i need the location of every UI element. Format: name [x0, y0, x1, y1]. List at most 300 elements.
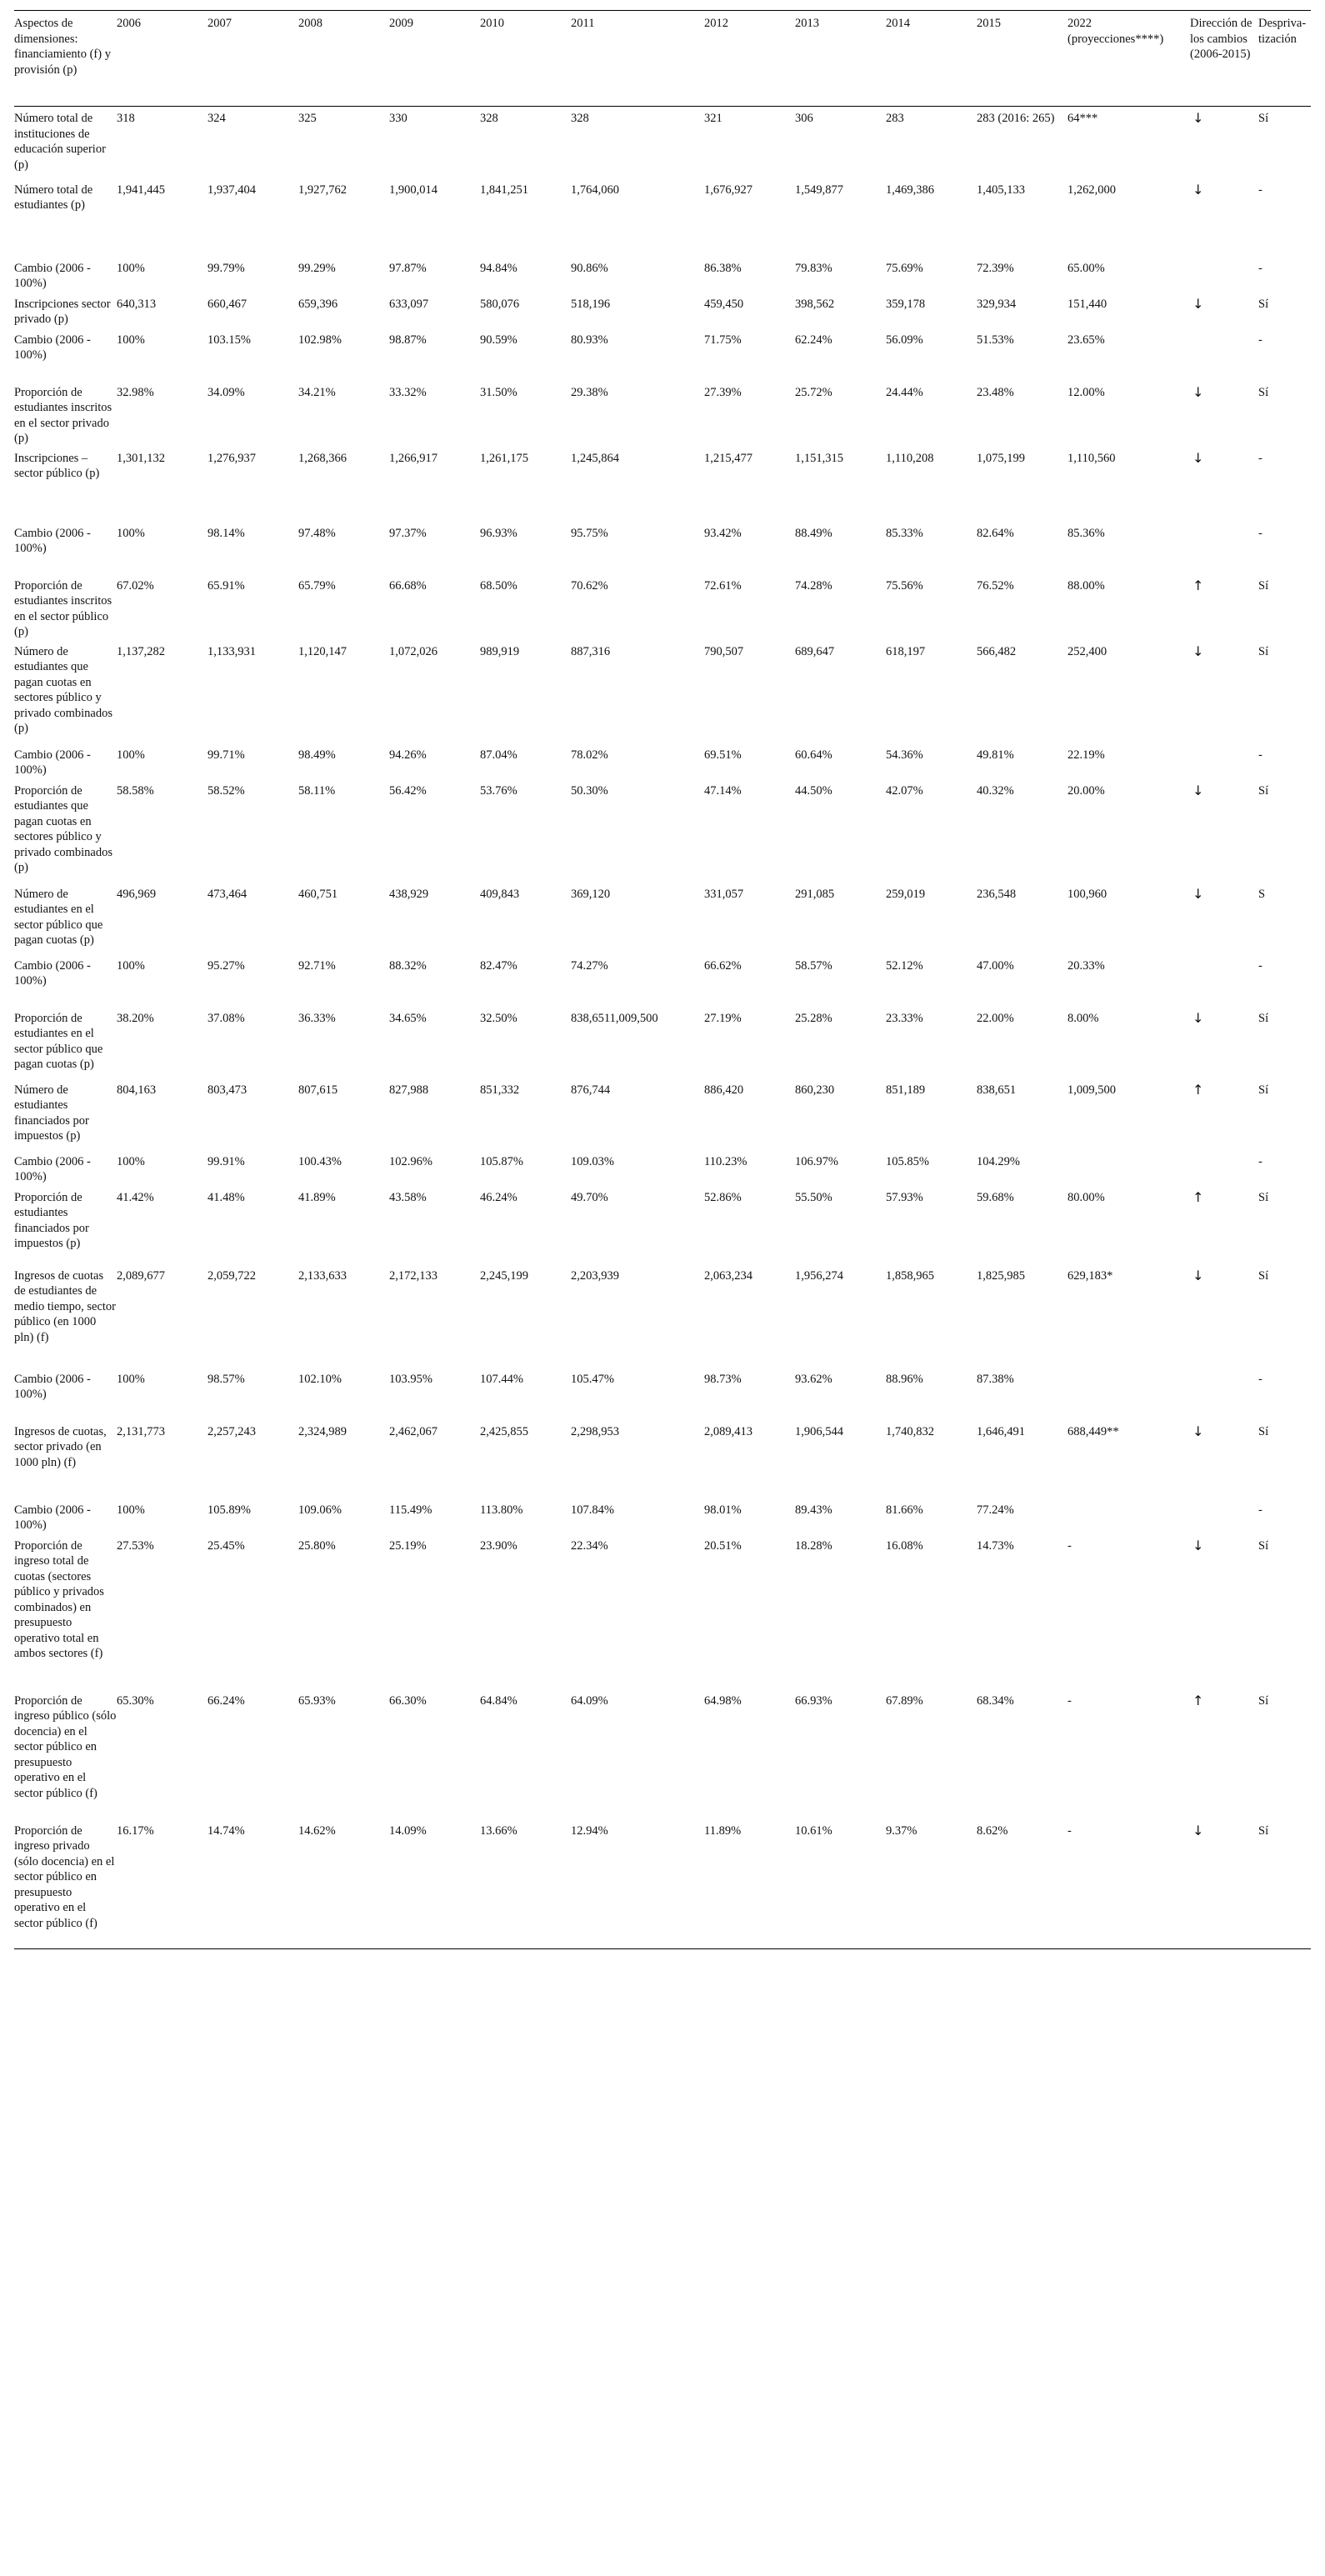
table-row	[14, 1186, 1311, 1264]
cell-2011: 95.75%	[571, 526, 608, 540]
cell-2014: 67.89%	[886, 1693, 923, 1708]
cell-2008: 58.11%	[298, 783, 336, 798]
cell-2009: 66.68%	[389, 578, 427, 593]
cell-2011: 109.03%	[571, 1154, 614, 1168]
cell-2006: 58.58%	[117, 783, 154, 798]
header-2015: 2015	[977, 17, 1001, 30]
cell-2015: 72.39%	[977, 261, 1014, 275]
cell-2010: 96.93%	[480, 526, 518, 540]
cell-2007: 99.91%	[208, 1154, 245, 1168]
header-desprivatizacion: Despriva-tización	[1258, 17, 1307, 46]
cell-2015: 104.29%	[977, 1154, 1020, 1168]
cell-2015: 68.34%	[977, 1693, 1014, 1708]
cell-2013: 44.50%	[795, 783, 832, 798]
cell-2012: 66.62%	[704, 958, 742, 973]
cell-desprivatizacion: Sí	[1258, 385, 1269, 399]
cell-2011: 78.02%	[571, 748, 608, 762]
cell-desprivatizacion: Sí	[1258, 1424, 1269, 1438]
cell-2010: 46.24%	[480, 1190, 518, 1204]
row-label: Proporción de ingreso total de cuotas (sectores público y privados combinados) en presupuesto operativo total en ambos sectores (f)	[14, 1538, 104, 1660]
cell-2013: 55.50%	[795, 1190, 832, 1204]
cell-2006: 1,941,445	[117, 183, 165, 197]
cell-2006: 65.30%	[117, 1693, 154, 1708]
cell-2010: 580,076	[480, 297, 520, 311]
row-label: Número de estudiantes en el sector público que pagan cuotas (p)	[14, 887, 103, 947]
cell-desprivatizacion: Sí	[1258, 112, 1269, 125]
cell-2007: 660,467	[208, 297, 248, 311]
cell-2006: 27.53%	[117, 1538, 154, 1553]
table-row	[14, 1819, 1311, 1949]
cell-2009: 330	[389, 112, 408, 125]
cell-2010: 31.50%	[480, 385, 518, 399]
cell-2015: 566,482	[977, 644, 1017, 658]
direction-arrow: ↓	[1192, 383, 1204, 400]
cell-2011: 328	[571, 112, 589, 125]
cell-2022: 23.65%	[1068, 333, 1105, 347]
cell-2013: 306	[795, 112, 813, 125]
table-row	[14, 1368, 1311, 1420]
cell-2011: 2,203,939	[571, 1268, 619, 1283]
cell-2022: 1,009,500	[1068, 1083, 1116, 1097]
cell-2008: 325	[298, 112, 317, 125]
cell-2014: 85.33%	[886, 526, 923, 540]
cell-2015: 236,548	[977, 887, 1017, 901]
cell-2011: 70.62%	[571, 578, 608, 593]
cell-2014: 42.07%	[886, 783, 923, 798]
cell-2012: 93.42%	[704, 526, 742, 540]
cell-2006: 38.20%	[117, 1011, 154, 1025]
row-label: Proporción de estudiantes que pagan cuotas en sectores público y privado combinados (p)	[14, 783, 112, 874]
cell-2008: 1,927,762	[298, 183, 347, 197]
cell-2006: 100%	[117, 1154, 145, 1168]
cell-2022: -	[1068, 1823, 1072, 1838]
cell-2011: 64.09%	[571, 1693, 608, 1708]
cell-2009: 98.87%	[389, 333, 427, 347]
table-row	[14, 381, 1311, 447]
cell-2008: 100.43%	[298, 1154, 342, 1168]
cell-2013: 74.28%	[795, 578, 832, 593]
cell-2007: 58.52%	[208, 783, 245, 798]
cell-2009: 827,988	[389, 1083, 429, 1097]
row-label: Inscripciones sector privado (p)	[14, 297, 111, 326]
direction-arrow: ↓	[1192, 110, 1204, 126]
cell-2013: 25.28%	[795, 1011, 832, 1025]
cell-2012: 2,063,234	[704, 1268, 752, 1283]
direction-arrow	[1190, 522, 1258, 574]
cell-2007: 1,276,937	[208, 451, 256, 465]
row-label: Ingresos de cuotas de estudiantes de medio tiempo, sector público (en 1000 pln) (f)	[14, 1268, 117, 1344]
cell-2009: 97.87%	[389, 261, 427, 275]
header-2013: 2013	[795, 17, 819, 30]
cell-2015: 1,646,491	[977, 1424, 1025, 1438]
cell-2007: 105.89%	[208, 1503, 251, 1517]
cell-2011: 876,744	[571, 1083, 611, 1097]
cell-2014: 24.44%	[886, 385, 923, 399]
cell-2007: 1,937,404	[208, 183, 256, 197]
cell-2013: 1,549,877	[795, 183, 843, 197]
table-row	[14, 1078, 1311, 1150]
cell-2008: 65.79%	[298, 578, 336, 593]
cell-2022: -	[1068, 1693, 1072, 1708]
cell-2022: 8.00%	[1068, 1011, 1099, 1025]
cell-2022: 1,262,000	[1068, 183, 1116, 197]
cell-2013: 689,647	[795, 644, 835, 658]
cell-2006: 32.98%	[117, 385, 154, 399]
cell-2014: 9.37%	[886, 1823, 918, 1838]
cell-2007: 66.24%	[208, 1693, 245, 1708]
cell-2008: 25.80%	[298, 1538, 336, 1553]
cell-2007: 41.48%	[208, 1190, 245, 1204]
cell-desprivatizacion: -	[1258, 526, 1262, 540]
cell-2007: 2,257,243	[208, 1424, 256, 1438]
cell-2007: 103.15%	[208, 333, 251, 347]
cell-2011: 12.94%	[571, 1823, 608, 1838]
cell-2010: 1,841,251	[480, 183, 528, 197]
cell-2013: 62.24%	[795, 333, 832, 347]
cell-2008: 1,120,147	[298, 644, 347, 658]
cell-2014: 618,197	[886, 644, 926, 658]
cell-2022	[1068, 1498, 1190, 1534]
direction-arrow: ↓	[1192, 1537, 1204, 1553]
cell-2022: 688,449**	[1068, 1424, 1119, 1438]
cell-2010: 2,425,855	[480, 1424, 528, 1438]
cell-2008: 98.49%	[298, 748, 336, 762]
cell-2011: 1,764,060	[571, 183, 619, 197]
direction-arrow: ↓	[1192, 449, 1204, 466]
cell-2008: 659,396	[298, 297, 338, 311]
cell-2022: 252,400	[1068, 644, 1108, 658]
cell-2007: 95.27%	[208, 958, 245, 973]
cell-2012: 886,420	[704, 1083, 744, 1097]
cell-2013: 291,085	[795, 887, 835, 901]
cell-2008: 14.62%	[298, 1823, 336, 1838]
cell-2006: 100%	[117, 261, 145, 275]
cell-2007: 34.09%	[208, 385, 245, 399]
direction-arrow: ↓	[1192, 782, 1204, 798]
cell-2022: 12.00%	[1068, 385, 1105, 399]
cell-desprivatizacion: Sí	[1258, 1823, 1269, 1838]
cell-2015: 1,825,985	[977, 1268, 1025, 1283]
cell-desprivatizacion: -	[1258, 748, 1262, 762]
cell-2014: 16.08%	[886, 1538, 923, 1553]
cell-2009: 2,462,067	[389, 1424, 438, 1438]
cell-desprivatizacion: Sí	[1258, 1011, 1269, 1025]
cell-2008: 102.98%	[298, 333, 342, 347]
cell-2013: 79.83%	[795, 261, 832, 275]
cell-2012: 331,057	[704, 887, 744, 901]
cell-2009: 115.49%	[389, 1503, 432, 1517]
cell-2022: 1,110,560	[1068, 451, 1116, 465]
cell-desprivatizacion: -	[1258, 451, 1262, 465]
cell-2009: 94.26%	[389, 748, 427, 762]
cell-2009: 25.19%	[389, 1538, 427, 1553]
cell-2014: 81.66%	[886, 1503, 923, 1517]
cell-desprivatizacion: -	[1258, 183, 1262, 197]
cell-2012: 98.01%	[704, 1503, 742, 1517]
cell-2011: 887,316	[571, 644, 611, 658]
cell-2014: 1,858,965	[886, 1268, 934, 1283]
table-row	[14, 1264, 1311, 1368]
table-header	[14, 11, 1311, 107]
cell-2006: 41.42%	[117, 1190, 154, 1204]
cell-desprivatizacion: -	[1258, 261, 1262, 275]
cell-2022: 151,440	[1068, 297, 1108, 311]
cell-2013: 1,906,544	[795, 1424, 843, 1438]
table-row	[14, 107, 1311, 178]
cell-2013: 66.93%	[795, 1693, 832, 1708]
cell-2010: 107.44%	[480, 1372, 523, 1386]
cell-2015: 76.52%	[977, 578, 1014, 593]
cell-2012: 11.89%	[704, 1823, 742, 1838]
cell-2007: 98.14%	[208, 526, 245, 540]
header-2011: 2011	[571, 17, 595, 30]
cell-2006: 1,301,132	[117, 451, 165, 465]
cell-2012: 790,507	[704, 644, 744, 658]
cell-2008: 36.33%	[298, 1011, 336, 1025]
table-row	[14, 257, 1311, 293]
direction-arrow: ↓	[1192, 181, 1204, 198]
cell-2009: 2,172,133	[389, 1268, 438, 1283]
cell-2014: 359,178	[886, 297, 926, 311]
cell-2009: 1,900,014	[389, 183, 438, 197]
cell-desprivatizacion: -	[1258, 1154, 1262, 1168]
cell-2010: 87.04%	[480, 748, 518, 762]
row-label: Cambio (2006 - 100%)	[14, 1503, 91, 1532]
cell-2014: 105.85%	[886, 1154, 929, 1168]
table-row	[14, 1007, 1311, 1078]
direction-arrow: ↓	[1192, 1423, 1204, 1439]
table-body	[14, 107, 1311, 1949]
header-dimension: Aspectos de dimensiones: financiamiento (f) y provisión (p)	[14, 17, 111, 77]
direction-arrow: ↓	[1192, 295, 1204, 312]
table-row	[14, 574, 1311, 640]
cell-2008: 102.10%	[298, 1372, 342, 1386]
cell-2011: 369,120	[571, 887, 611, 901]
cell-2012: 1,676,927	[704, 183, 752, 197]
direction-arrow: ↑	[1192, 577, 1204, 593]
direction-arrow: ↓	[1192, 643, 1204, 659]
row-label: Número total de instituciones de educación superior (p)	[14, 112, 106, 172]
cell-2011: 1,245,864	[571, 451, 619, 465]
cell-2014: 88.96%	[886, 1372, 923, 1386]
table-row	[14, 779, 1311, 883]
table-row	[14, 883, 1311, 954]
cell-2014: 851,189	[886, 1083, 926, 1097]
direction-arrow: ↑	[1192, 1081, 1204, 1098]
cell-desprivatizacion: -	[1258, 958, 1262, 973]
cell-2006: 67.02%	[117, 578, 154, 593]
cell-2013: 106.97%	[795, 1154, 838, 1168]
cell-2015: 14.73%	[977, 1538, 1014, 1553]
cell-2010: 90.59%	[480, 333, 518, 347]
cell-desprivatizacion: Sí	[1258, 1268, 1269, 1283]
cell-2011: 29.38%	[571, 385, 608, 399]
cell-2013: 25.72%	[795, 385, 832, 399]
cell-2006: 100%	[117, 958, 145, 973]
header-direction: Dirección de los cambios (2006-2015)	[1190, 17, 1252, 61]
cell-2010: 328	[480, 112, 498, 125]
cell-2009: 14.09%	[389, 1823, 427, 1838]
cell-2015: 1,405,133	[977, 183, 1025, 197]
cell-2010: 13.66%	[480, 1823, 518, 1838]
direction-arrow	[1190, 954, 1258, 1007]
cell-2013: 89.43%	[795, 1503, 832, 1517]
cell-2006: 100%	[117, 1503, 145, 1517]
row-label: Número de estudiantes financiados por impuestos (p)	[14, 1083, 89, 1143]
cell-2010: 851,332	[480, 1083, 520, 1097]
cell-2010: 105.87%	[480, 1154, 523, 1168]
cell-2015: 47.00%	[977, 958, 1014, 973]
row-label: Cambio (2006 - 100%)	[14, 526, 91, 555]
header-2009: 2009	[389, 17, 413, 30]
cell-2006: 100%	[117, 333, 145, 347]
direction-arrow	[1190, 257, 1258, 293]
cell-desprivatizacion: Sí	[1258, 578, 1269, 593]
cell-2009: 43.58%	[389, 1190, 427, 1204]
cell-2006: 1,137,282	[117, 644, 165, 658]
table-row	[14, 640, 1311, 743]
header-2008: 2008	[298, 17, 322, 30]
cell-2014: 1,469,386	[886, 183, 934, 197]
cell-2007: 14.74%	[208, 1823, 245, 1838]
cell-2007: 37.08%	[208, 1011, 245, 1025]
cell-2012: 110.23%	[704, 1154, 748, 1168]
cell-2007: 473,464	[208, 887, 248, 901]
cell-2022: 20.00%	[1068, 783, 1105, 798]
cell-2007: 324	[208, 112, 226, 125]
cell-2013: 93.62%	[795, 1372, 832, 1386]
cell-2009: 66.30%	[389, 1693, 427, 1708]
cell-2014: 75.56%	[886, 578, 923, 593]
cell-2014: 57.93%	[886, 1190, 923, 1204]
cell-2022: 629,183*	[1068, 1268, 1113, 1283]
cell-desprivatizacion: Sí	[1258, 297, 1269, 311]
cell-2014: 54.36%	[886, 748, 923, 762]
cell-2015: 23.48%	[977, 385, 1014, 399]
cell-2007: 98.57%	[208, 1372, 245, 1386]
direction-arrow	[1190, 1368, 1258, 1420]
cell-2010: 1,261,175	[480, 451, 528, 465]
cell-2013: 18.28%	[795, 1538, 832, 1553]
cell-2013: 88.49%	[795, 526, 832, 540]
cell-desprivatizacion: Sí	[1258, 783, 1269, 798]
cell-2015: 838,651	[977, 1083, 1017, 1097]
cell-2007: 1,133,931	[208, 644, 256, 658]
cell-2010: 68.50%	[480, 578, 518, 593]
cell-desprivatizacion: -	[1258, 1372, 1262, 1386]
cell-2006: 2,089,677	[117, 1268, 165, 1283]
row-label: Cambio (2006 - 100%)	[14, 958, 91, 988]
cell-2009: 103.95%	[389, 1372, 432, 1386]
table-row	[14, 1498, 1311, 1534]
cell-2022	[1068, 1150, 1190, 1186]
direction-arrow: ↑	[1192, 1692, 1204, 1708]
table-row	[14, 178, 1311, 257]
row-label: Ingresos de cuotas, sector privado (en 1000 pln) (f)	[14, 1424, 107, 1469]
cell-2013: 398,562	[795, 297, 835, 311]
cell-desprivatizacion: -	[1258, 1503, 1262, 1517]
cell-2022: 20.33%	[1068, 958, 1105, 973]
direction-arrow	[1190, 328, 1258, 381]
cell-2011: 105.47%	[571, 1372, 614, 1386]
cell-2009: 1,072,026	[389, 644, 438, 658]
table-row	[14, 954, 1311, 1007]
row-label: Cambio (2006 - 100%)	[14, 333, 91, 362]
cell-2022: 85.36%	[1068, 526, 1105, 540]
header-2014: 2014	[886, 17, 910, 30]
cell-2009: 438,929	[389, 887, 429, 901]
cell-2006: 640,313	[117, 297, 157, 311]
cell-2010: 94.84%	[480, 261, 518, 275]
cell-2022: 22.19%	[1068, 748, 1105, 762]
cell-2011: 74.27%	[571, 958, 608, 973]
cell-2013: 860,230	[795, 1083, 835, 1097]
cell-2011: 90.86%	[571, 261, 608, 275]
cell-2011: 80.93%	[571, 333, 608, 347]
data-table	[14, 10, 1311, 1949]
row-label: Proporción de estudiantes en el sector público que pagan cuotas (p)	[14, 1011, 103, 1071]
cell-2009: 88.32%	[389, 958, 427, 973]
header-2007: 2007	[208, 17, 232, 30]
cell-2022: 88.00%	[1068, 578, 1105, 593]
cell-2007: 25.45%	[208, 1538, 245, 1553]
cell-2010: 2,245,199	[480, 1268, 528, 1283]
cell-desprivatizacion: Sí	[1258, 1083, 1269, 1097]
cell-2010: 23.90%	[480, 1538, 518, 1553]
cell-2012: 20.51%	[704, 1538, 742, 1553]
table-row	[14, 522, 1311, 574]
cell-desprivatizacion: Sí	[1258, 644, 1269, 658]
cell-2014: 52.12%	[886, 958, 923, 973]
cell-2011: 49.70%	[571, 1190, 608, 1204]
row-label: Proporción de estudiantes inscritos en el sector privado (p)	[14, 385, 112, 445]
cell-2013: 1,956,274	[795, 1268, 843, 1283]
table-row	[14, 328, 1311, 381]
cell-2010: 32.50%	[480, 1011, 518, 1025]
cell-2012: 2,089,413	[704, 1424, 752, 1438]
cell-2008: 807,615	[298, 1083, 338, 1097]
direction-arrow: ↓	[1192, 1267, 1204, 1283]
cell-2008: 1,268,366	[298, 451, 347, 465]
cell-2015: 283 (2016: 265)	[977, 112, 1055, 125]
cell-2009: 633,097	[389, 297, 429, 311]
cell-2022: 80.00%	[1068, 1190, 1105, 1204]
cell-2014: 75.69%	[886, 261, 923, 275]
cell-2015: 40.32%	[977, 783, 1014, 798]
row-label: Proporción de ingreso público (sólo docencia) en el sector público en presupuesto operativo en el sector público (f)	[14, 1693, 117, 1800]
cell-2010: 113.80%	[480, 1503, 523, 1517]
cell-2008: 460,751	[298, 887, 338, 901]
cell-2015: 22.00%	[977, 1011, 1014, 1025]
row-label: Cambio (2006 - 100%)	[14, 1372, 91, 1401]
cell-2012: 52.86%	[704, 1190, 742, 1204]
header-2010: 2010	[480, 17, 504, 30]
cell-2006: 100%	[117, 526, 145, 540]
cell-2011: 838,6511,009,500	[571, 1011, 658, 1025]
cell-2010: 409,843	[480, 887, 520, 901]
cell-2011: 107.84%	[571, 1503, 614, 1517]
cell-desprivatizacion: Sí	[1258, 1190, 1269, 1204]
cell-2009: 34.65%	[389, 1011, 427, 1025]
cell-2008: 109.06%	[298, 1503, 342, 1517]
cell-2010: 989,919	[480, 644, 520, 658]
cell-2015: 1,075,199	[977, 451, 1025, 465]
cell-2009: 56.42%	[389, 783, 427, 798]
cell-2006: 2,131,773	[117, 1424, 165, 1438]
cell-2015: 49.81%	[977, 748, 1014, 762]
cell-2015: 329,934	[977, 297, 1017, 311]
cell-2009: 1,266,917	[389, 451, 438, 465]
